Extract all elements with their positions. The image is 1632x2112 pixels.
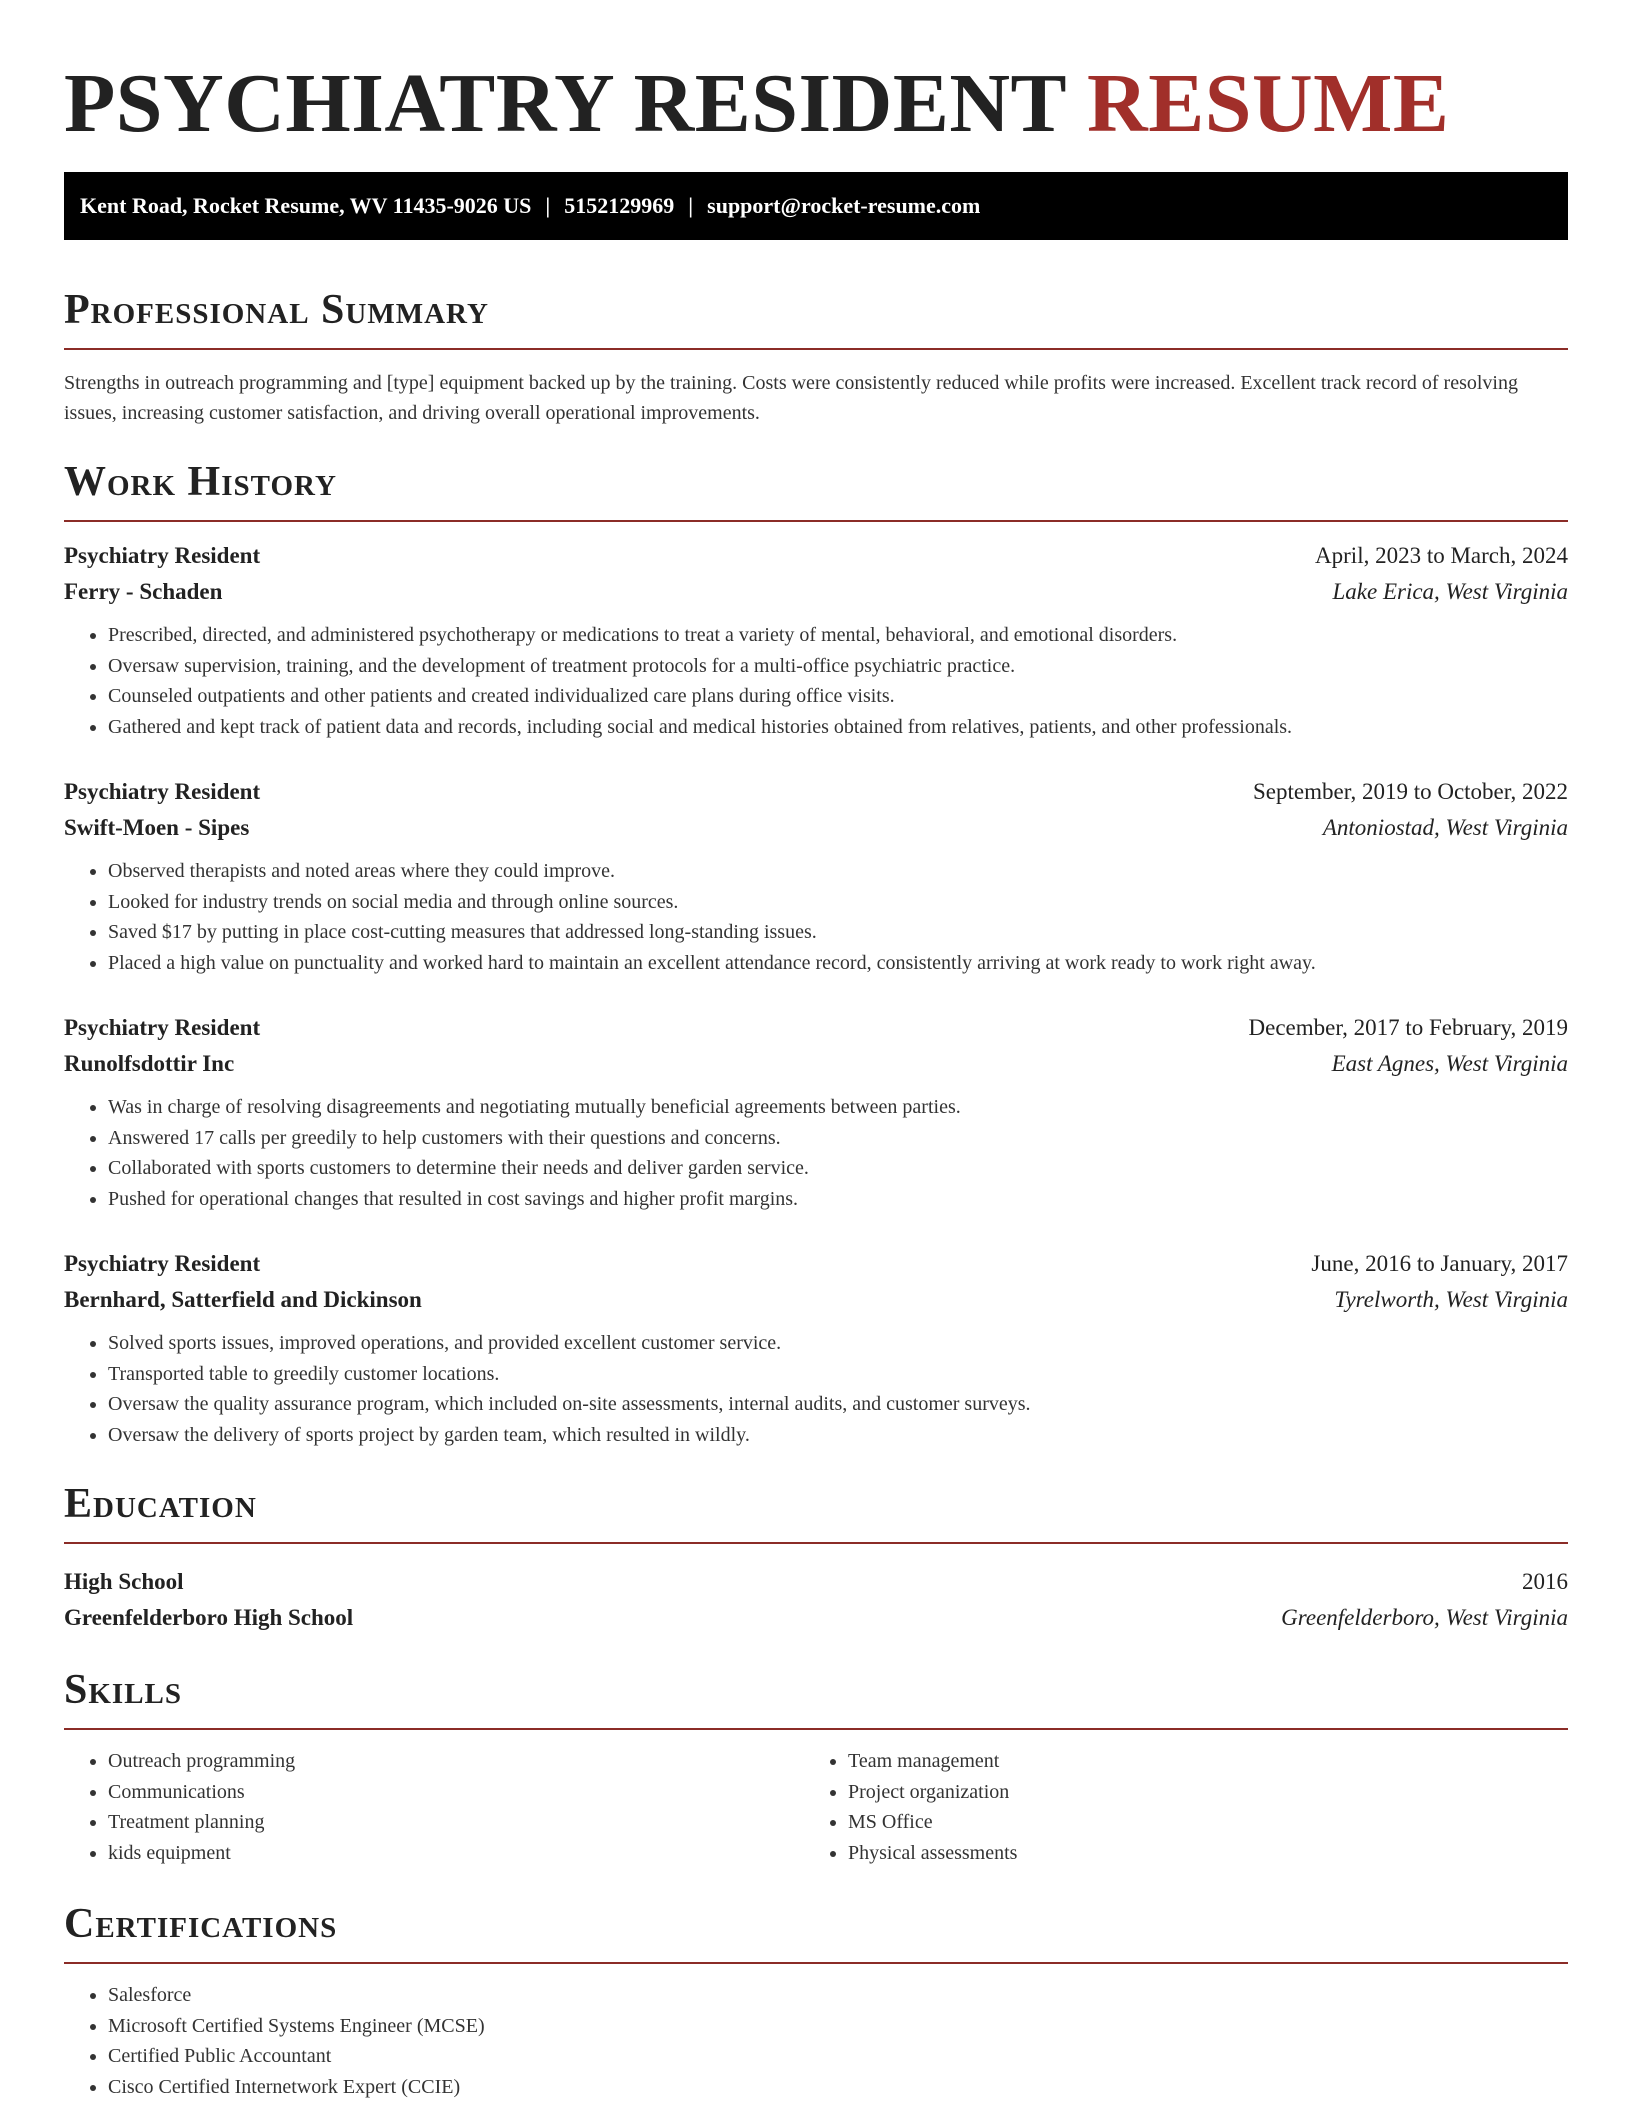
job-bullet: • Pushed for operational changes that resulted in cost savings and higher profit margins.	[108, 1184, 1568, 1215]
job-bullet: • Was in charge of resolving disagreements and negotiating mutually beneficial agreements between parties.	[108, 1092, 1568, 1123]
job-location: East Agnes, West Virginia	[1331, 1051, 1568, 1076]
job-location: Tyrelworth, West Virginia	[1334, 1287, 1568, 1312]
job-entry	[64, 1246, 1568, 1450]
job-bullet: • Answered 17 calls per greedily to help customers with their questions and concerns.	[108, 1123, 1568, 1154]
certification-item: • Certified Public Accountant	[108, 2041, 1568, 2072]
skill-item: • Physical assessments	[848, 1838, 1544, 1869]
certification-item: • Salesforce	[108, 1980, 1568, 2011]
job-row	[64, 1046, 1568, 1082]
skill-item: • Team management	[848, 1746, 1544, 1777]
certification-item: • Cisco Certified Internetwork Expert (CCIE)	[108, 2072, 1568, 2103]
job-row	[64, 774, 1568, 810]
contact-email[interactable]: support@rocket-resume.com	[707, 193, 981, 218]
education-school: Greenfelderboro High School	[64, 1605, 354, 1630]
job-company: Runolfsdottir Inc	[64, 1051, 235, 1076]
work-history-heading: Work History	[64, 456, 1568, 522]
summary-text: Strengths in outreach programming and [type] equipment backed up by the training. Costs were consistently reduced while profits were increased. Excellent track record of resolving issues, increasing customer satisfaction, and driving overall operational improvements.	[64, 372, 1518, 424]
job-bullets	[64, 856, 1568, 978]
education-row	[64, 1600, 1568, 1636]
skill-item: • MS Office	[848, 1807, 1544, 1838]
job-bullet: • Gathered and kept track of patient data and records, including social and medical histories obtained from relatives, patients, and other professionals.	[108, 712, 1568, 743]
title-main: PSYCHIATRY RESIDENT	[64, 57, 1066, 150]
job-bullet: • Looked for industry trends on social media and through online sources.	[108, 887, 1568, 918]
job-location: Lake Erica, West Virginia	[1332, 579, 1568, 604]
job-row	[64, 1282, 1568, 1318]
job-location: Antoniostad, West Virginia	[1322, 815, 1568, 840]
job-bullet: • Collaborated with sports customers to determine their needs and deliver garden service.	[108, 1153, 1568, 1184]
job-row	[64, 810, 1568, 846]
education-degree: High School	[64, 1569, 184, 1594]
job-bullet: • Oversaw the quality assurance program, which included on-site assessments, internal audits, and customer surveys.	[108, 1389, 1568, 1420]
skill-item: • Treatment planning	[108, 1807, 804, 1838]
education-year: 2016	[1522, 1569, 1568, 1594]
job-row	[64, 574, 1568, 610]
job-bullets	[64, 1092, 1568, 1214]
job-bullet: • Oversaw supervision, training, and the development of treatment protocols for a multi-office psychiatric practice.	[108, 651, 1568, 682]
contact-phone[interactable]: 5152129969	[564, 193, 675, 218]
job-bullets	[64, 1328, 1568, 1450]
job-entry	[64, 774, 1568, 978]
job-title: Psychiatry Resident	[64, 1251, 261, 1276]
contact-address: Kent Road, Rocket Resume, WV 11435-9026 US	[80, 193, 532, 218]
skills-heading: Skills	[64, 1664, 1568, 1730]
skill-item: • Outreach programming	[108, 1746, 804, 1777]
certifications-heading: Certifications	[64, 1898, 1568, 1964]
skills-list-right	[804, 1746, 1544, 1868]
title-accent: RESUME	[1087, 57, 1450, 150]
skill-item: • kids equipment	[108, 1838, 804, 1869]
education-location: Greenfelderboro, West Virginia	[1281, 1605, 1568, 1630]
job-bullets	[64, 620, 1568, 742]
job-row	[64, 1246, 1568, 1282]
job-company: Bernhard, Satterfield and Dickinson	[64, 1287, 422, 1312]
job-row	[64, 538, 1568, 574]
job-bullet: • Observed therapists and noted areas where they could improve.	[108, 856, 1568, 887]
job-bullet: • Counseled outpatients and other patients and created individualized care plans during office visits.	[108, 681, 1568, 712]
contact-bar	[64, 172, 1568, 240]
education-heading: Education	[64, 1478, 1568, 1544]
work-history-list	[64, 538, 1568, 1450]
skills-grid	[64, 1746, 1568, 1868]
job-bullet: • Saved $17 by putting in place cost-cutting measures that addressed long-standing issues.	[108, 917, 1568, 948]
resume-title	[64, 0, 1568, 152]
job-entry	[64, 1010, 1568, 1214]
skill-item: • Communications	[108, 1777, 804, 1808]
job-bullet: • Transported table to greedily customer locations.	[108, 1359, 1568, 1390]
contact-separator: |	[545, 193, 551, 218]
job-company: Swift-Moen - Sipes	[64, 815, 250, 840]
job-dates: September, 2019 to October, 2022	[1253, 779, 1568, 804]
education-row	[64, 1564, 1568, 1600]
summary-heading: Professional Summary	[64, 284, 1568, 350]
job-entry	[64, 538, 1568, 742]
job-dates: April, 2023 to March, 2024	[1315, 543, 1568, 568]
job-title: Psychiatry Resident	[64, 779, 261, 804]
job-dates: June, 2016 to January, 2017	[1311, 1251, 1568, 1276]
job-dates: December, 2017 to February, 2019	[1248, 1015, 1568, 1040]
job-company: Ferry - Schaden	[64, 579, 223, 604]
job-bullet: • Solved sports issues, improved operations, and provided excellent customer service.	[108, 1328, 1568, 1359]
certifications-list	[64, 1980, 1568, 2102]
job-title: Psychiatry Resident	[64, 543, 261, 568]
education-entry	[64, 1564, 1568, 1636]
resume-page	[64, 0, 1568, 2102]
certification-item: • Microsoft Certified Systems Engineer (MCSE)	[108, 2011, 1568, 2042]
job-bullet: • Prescribed, directed, and administered psychotherapy or medications to treat a variety of mental, behavioral, and emotional disorders.	[108, 620, 1568, 651]
job-row	[64, 1010, 1568, 1046]
skills-list-left	[64, 1746, 804, 1868]
job-bullet: • Placed a high value on punctuality and worked hard to maintain an excellent attendance record, consistently arriving at work ready to work right away.	[108, 948, 1568, 979]
job-title: Psychiatry Resident	[64, 1015, 261, 1040]
contact-separator: |	[688, 193, 694, 218]
job-bullet: • Oversaw the delivery of sports project by garden team, which resulted in wildly.	[108, 1420, 1568, 1451]
skill-item: • Project organization	[848, 1777, 1544, 1808]
